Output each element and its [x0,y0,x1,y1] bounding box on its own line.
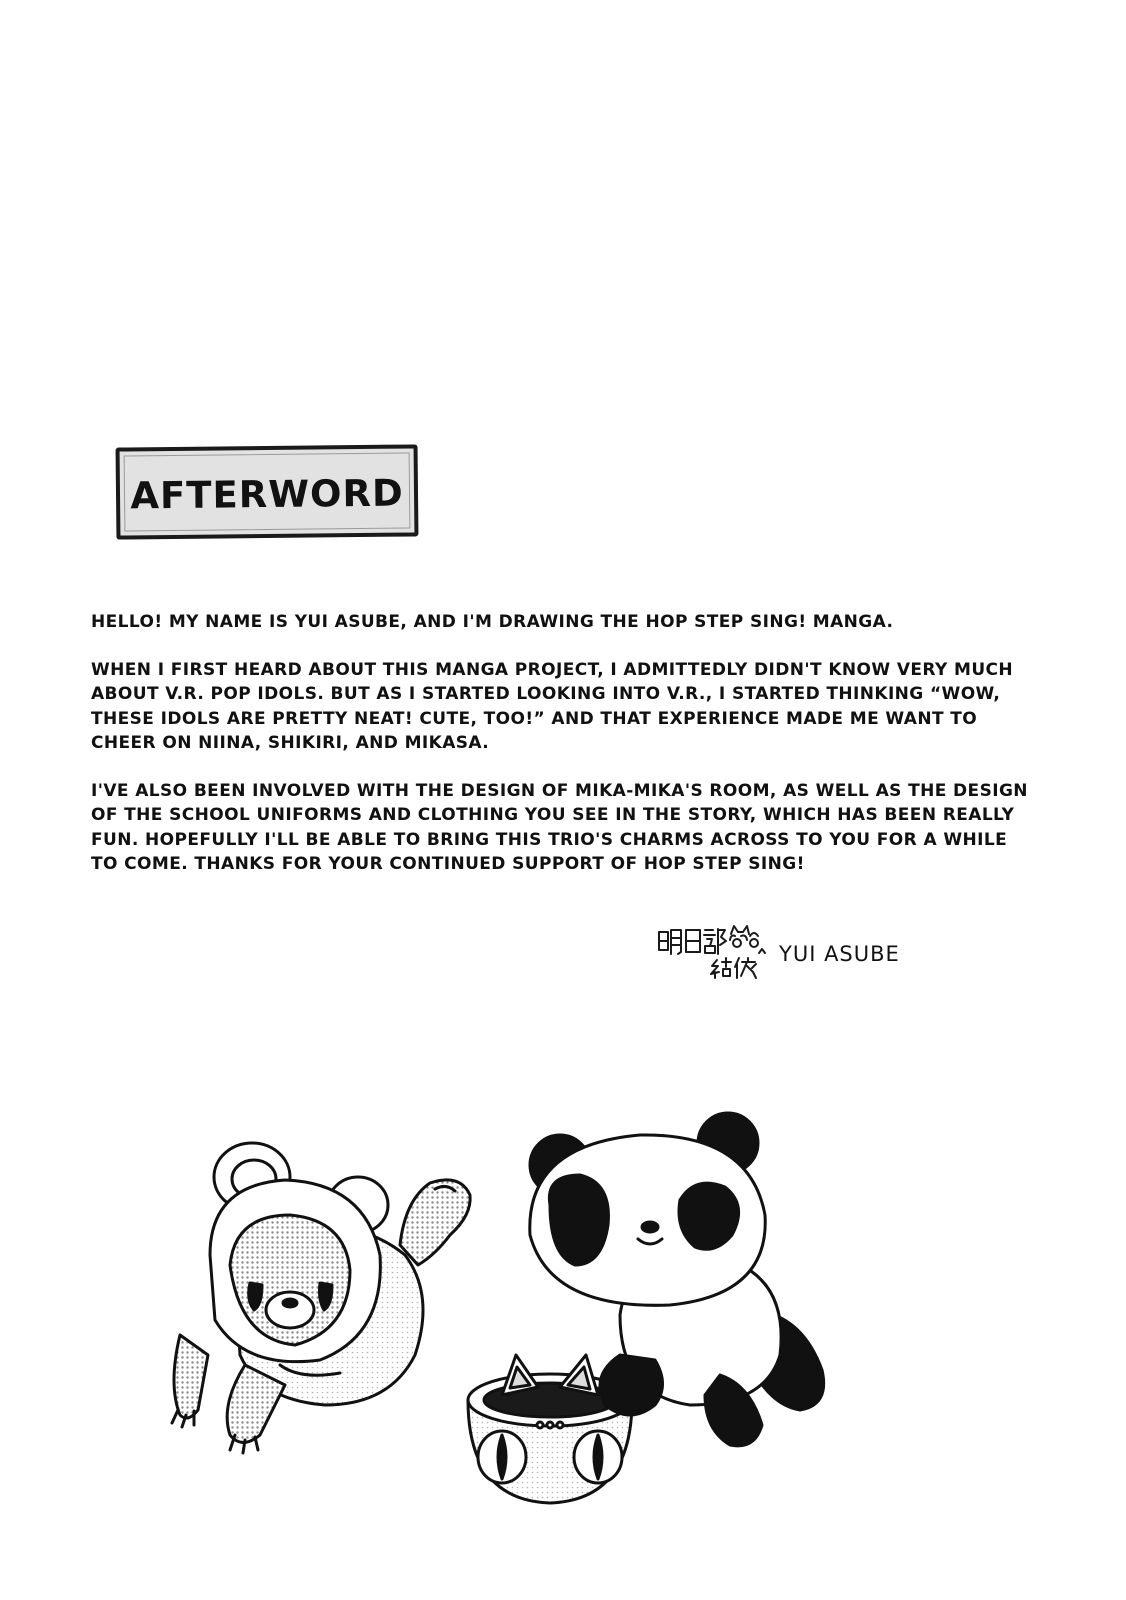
afterword-heading-box [116,444,419,539]
paragraph-project: WHEN I FIRST HEARD ABOUT THIS MANGA PROJECT, I ADMITTEDLY DIDN'T KNOW VERY MUCH ABOUT V.R. POP IDOLS. BUT AS I STARTED LOOKING INTO V.R., I STARTED THINKING “WOW, THESE IDOLS ARE PRETTY NEAT! CUTE, TOO!” AND THAT EXPERIENCE MADE ME WANT TO CHEER ON NIINA, SHIKIRI, AND MIKASA. [91,659,1014,753]
signature [655,920,925,980]
plush-toys-illustration [150,1105,850,1515]
handwritten-signature-icon [655,920,780,980]
bear-plush-icon [172,1143,470,1453]
page-title: AFTERWORD [130,471,404,517]
afterword-body [91,610,1031,900]
paragraph-greeting: HELLO! MY NAME IS YUI ASUBE, AND I'M DRAWING THE HOP STEP SING! MANGA. [91,612,894,632]
signature-name: YUI ASUBE [779,942,900,966]
paragraph-thanks: I'VE ALSO BEEN INVOLVED WITH THE DESIGN OF MIKA-MIKA'S ROOM, AS WELL AS THE DESIGN OF THE SCHOOL UNIFORMS AND CLOTHING YOU SEE IN THE STORY, WHICH HAS BEEN REALLY FUN. HOPEFULLY I'LL BE ABLE TO BRING THIS TRIO'S CHARMS ACROSS TO YOU FOR A WHILE TO COME. THANKS FOR YOUR CONTINUED SUPPORT OF HOP STEP SING! [91,780,1028,874]
